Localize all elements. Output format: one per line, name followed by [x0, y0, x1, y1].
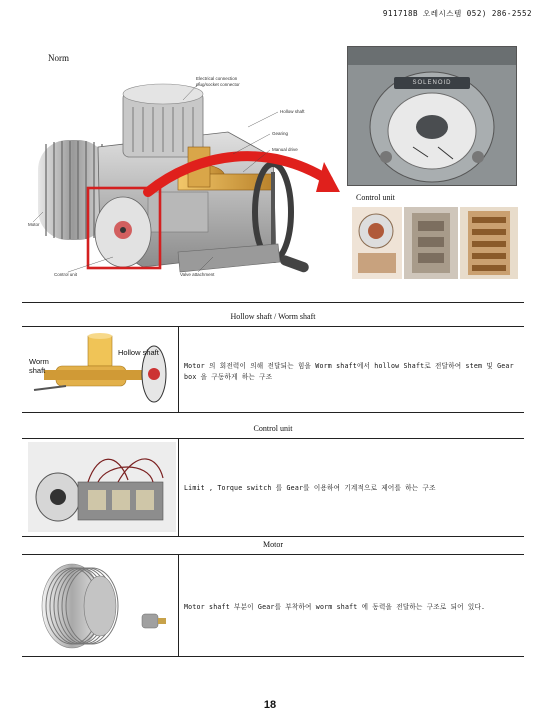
worm-label: Norm — [48, 53, 69, 63]
table-rule-1 — [22, 326, 524, 327]
top-housing — [123, 84, 203, 157]
table-rule-3 — [22, 438, 524, 439]
section-title-hollow-shaft: Hollow shaft / Worm shaft — [230, 312, 316, 321]
control-unit-photo-2-drawing — [404, 207, 458, 279]
callout-valve-attachment: Valve attachment — [180, 272, 215, 277]
image-label-worm-shaft: Worm shaft — [29, 357, 49, 375]
actuator-cutaway-figure — [28, 62, 340, 280]
control-unit-label: Control unit — [356, 193, 395, 202]
control-unit-disc — [95, 197, 151, 267]
section-text-control-unit: Limit , Torque switch 를 Gear를 이용하여 기계적으로 제어를 하는 구조 — [184, 484, 436, 492]
section-title-motor: Motor — [263, 540, 283, 549]
indicator-brand: SOLENOID — [412, 80, 452, 86]
table-rule-2 — [22, 412, 524, 413]
table-rule-bottom — [22, 656, 524, 657]
row-divider-1 — [178, 326, 179, 412]
callout-hollow-shaft: Hollow shaft — [280, 109, 305, 114]
section-text-motor: Motor shaft 부분이 Gear를 부착하여 worm shaft 에 동력을 전달하는 구조로 되어 있다. — [184, 603, 486, 611]
callout-electrical-connection: Electrical connection — [196, 76, 238, 81]
callout-motor: Motor — [28, 222, 40, 227]
callout-gearing: Gearing — [272, 131, 289, 136]
control-unit-photo-large — [28, 442, 176, 532]
table-rule-4 — [22, 536, 524, 537]
control-unit-photo-3 — [460, 207, 518, 279]
page-header: 911718B 오레시스템 052) 286-2552 — [382, 9, 532, 18]
image-label-hollow-shaft: Hollow shaft — [118, 348, 159, 357]
section-title-control-unit: Control unit — [253, 424, 293, 433]
motor-drawing — [30, 558, 176, 654]
row-divider-2 — [178, 438, 179, 536]
control-unit-photo-2 — [404, 207, 458, 279]
control-unit-photo-1-drawing — [352, 207, 402, 279]
callout-manual-drive: Manual drive — [272, 147, 298, 152]
motor-photo — [30, 558, 176, 654]
actuator-cutaway-drawing — [28, 62, 340, 280]
table-rule-5 — [22, 554, 524, 555]
row-divider-3 — [178, 554, 179, 656]
control-unit-large-drawing — [28, 442, 176, 532]
indicator-drawing — [348, 47, 516, 185]
table-rule-top — [22, 302, 524, 303]
worm-shaft-photo — [26, 330, 176, 410]
control-unit-photo-3-drawing — [460, 207, 518, 279]
control-unit-photo-1 — [352, 207, 402, 279]
callout-control-unit: Control unit — [54, 272, 78, 277]
page-number: 18 — [263, 699, 277, 711]
section-text-hollow-shaft: Motor 의 회전력이 의해 전달되는 힘을 Worm shaft에서 hollow Shaft로 전달하여 stem 및 Gear box 을 구동하게 하는 구조 — [184, 362, 514, 381]
callout-plug-socket: plug/socket connector — [196, 82, 240, 87]
indicator-photo — [347, 46, 517, 186]
